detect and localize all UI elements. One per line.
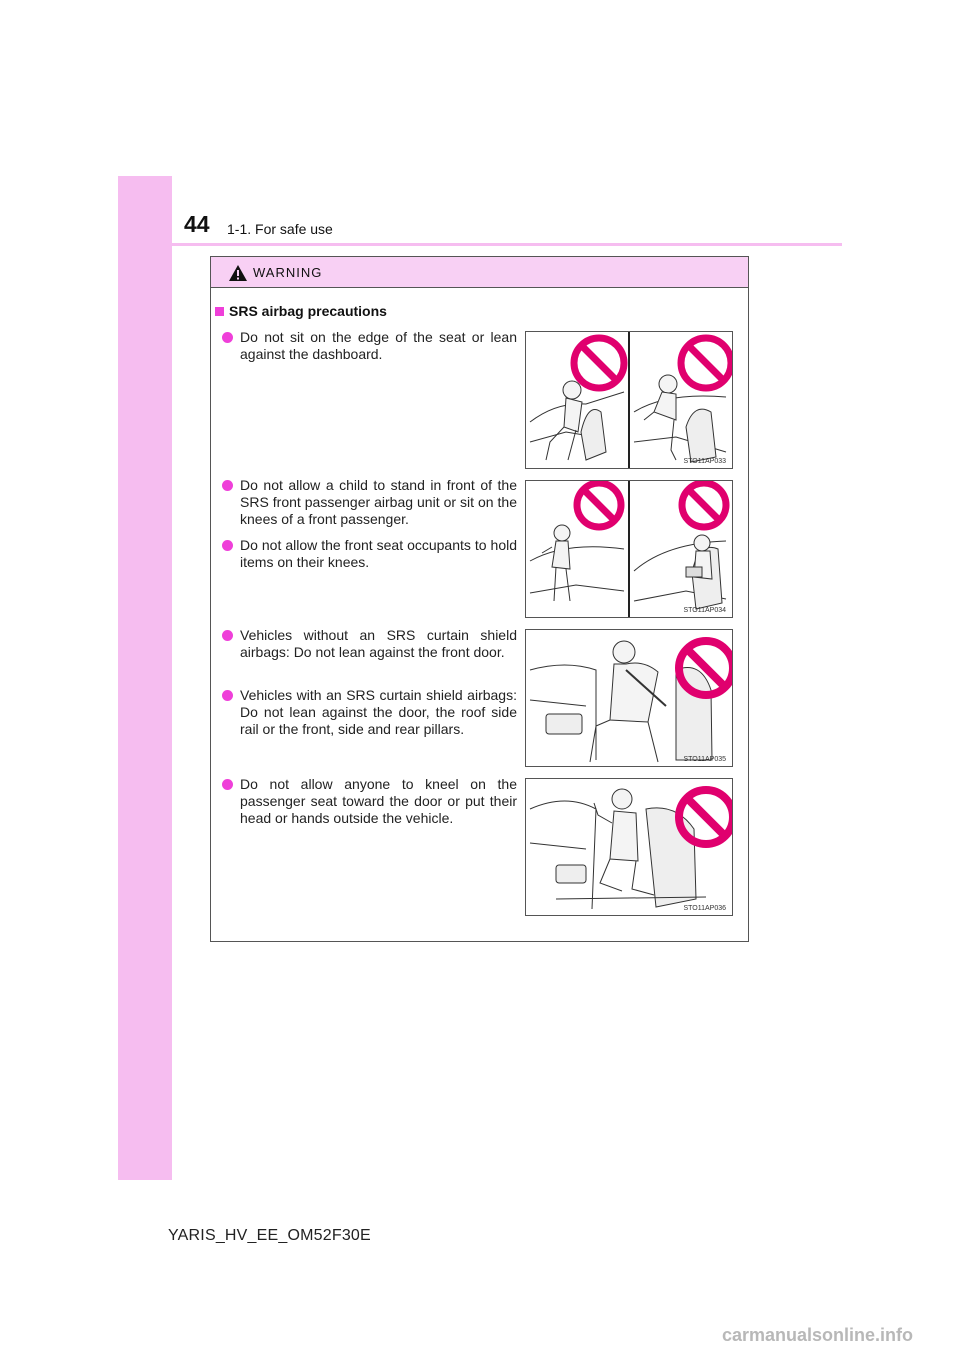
bullet-item: Do not allow anyone to kneel on the passenger seat toward the door or put their head or hands outside the vehicle. bbox=[222, 776, 517, 827]
figure-code: STO11AP034 bbox=[683, 607, 726, 614]
header-rule bbox=[118, 243, 842, 246]
warning-label: WARNING bbox=[253, 265, 323, 280]
subheading-text: SRS airbag precautions bbox=[229, 303, 387, 319]
document-id: YARIS_HV_EE_OM52F30E bbox=[168, 1227, 371, 1244]
figure-code: STO11AP033 bbox=[683, 458, 726, 465]
illustration-kneel-on-seat bbox=[525, 778, 733, 916]
bullet-item: Do not allow a child to stand in front of the SRS front passenger airbag unit or sit on the knees of a front passenger. bbox=[222, 477, 517, 528]
bullet-dot-icon bbox=[222, 779, 233, 790]
warning-box bbox=[210, 256, 749, 942]
illustration-child-stand-items-knees bbox=[525, 480, 733, 618]
bullet-item: Do not sit on the edge of the seat or lean against the dashboard. bbox=[222, 329, 517, 363]
bullet-item: Vehicles without an SRS curtain shield airbags: Do not lean against the front door. bbox=[222, 627, 517, 661]
bullet-dot-icon bbox=[222, 480, 233, 491]
section-title: 1-1. For safe use bbox=[227, 221, 333, 237]
page-margin-tab bbox=[118, 176, 172, 1180]
subheading bbox=[215, 303, 387, 319]
warning-triangle-icon bbox=[228, 264, 248, 282]
bullet-dot-icon bbox=[222, 630, 233, 641]
illustration-sit-edge-lean-dashboard bbox=[525, 331, 733, 469]
bullet-dot-icon bbox=[222, 332, 233, 343]
figure-code: STO11AP036 bbox=[683, 905, 726, 912]
bullet-item: Do not allow the front seat occupants to hold items on their knees. bbox=[222, 537, 517, 571]
square-bullet-icon bbox=[215, 307, 224, 316]
figure-code: STO11AP035 bbox=[683, 756, 726, 763]
prohibition-icon bbox=[574, 338, 731, 388]
bullet-dot-icon bbox=[222, 540, 233, 551]
illustration-lean-against-door bbox=[525, 629, 733, 767]
page-number: 44 bbox=[184, 211, 210, 237]
bullet-dot-icon bbox=[222, 690, 233, 701]
watermark-text: carmanualsonline.info bbox=[722, 1325, 914, 1345]
bullet-item: Vehicles with an SRS curtain shield airbags: Do not lean against the door, the roof side rail or the front, side and rear pillars. bbox=[222, 687, 517, 738]
warning-header bbox=[211, 257, 748, 288]
